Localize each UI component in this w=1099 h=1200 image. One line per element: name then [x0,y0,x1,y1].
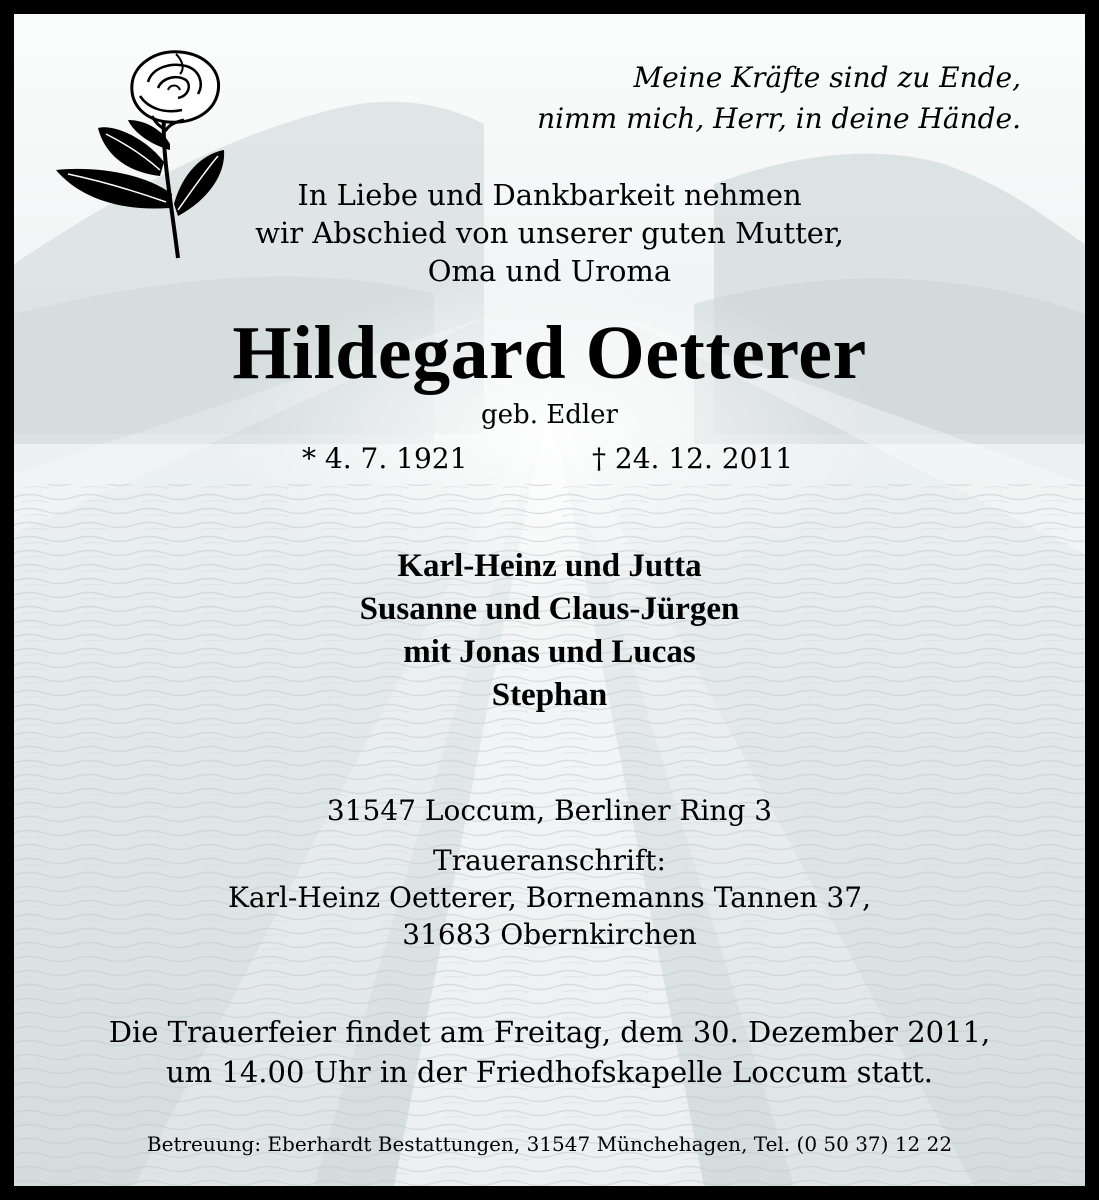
undertaker-footer: Betreuung: Eberhardt Bestattungen, 31547 Münchehagen, Tel. (0 50 37) 12 22 [146,1132,953,1156]
deceased-name: Hildegard Oetterer [232,311,867,395]
motto-line-2: nimm mich, Herr, in deine Hände. [537,102,1021,135]
mourning-address-label: Traueranschrift: [433,844,666,877]
residence-address: 31547 Loccum, Berliner Ring 3 [326,794,773,827]
birth-name: geb. Edler [481,400,618,430]
mourning-address-line-2: 31683 Obernkirchen [402,918,697,951]
motto-line-1: Meine Kräfte sind zu Ende, [633,61,1021,94]
family-member-line: Karl-Heinz und Jutta [397,548,702,584]
birth-date: * 4. 7. 1921 [302,442,468,475]
family-member-line: Susanne und Claus-Jürgen [359,591,740,627]
family-member-line: Stephan [491,677,608,713]
intro-line-2: wir Abschied von unserer guten Mutter, [255,216,844,250]
intro-line-1: In Liebe und Dankbarkeit nehmen [297,178,802,212]
mourning-address-line-1: Karl-Heinz Oetterer, Bornemanns Tannen 37, [227,881,871,914]
death-date: † 24. 12. 2011 [592,442,794,475]
funeral-info-line-1: Die Trauerfeier findet am Freitag, dem 30. Dezember 2011, [108,1015,991,1049]
intro-line-3: Oma und Uroma [427,254,672,288]
family-member-line: mit Jonas und Lucas [403,634,696,670]
funeral-info-line-2: um 14.00 Uhr in der Friedhofskapelle Loccum statt. [165,1055,933,1089]
